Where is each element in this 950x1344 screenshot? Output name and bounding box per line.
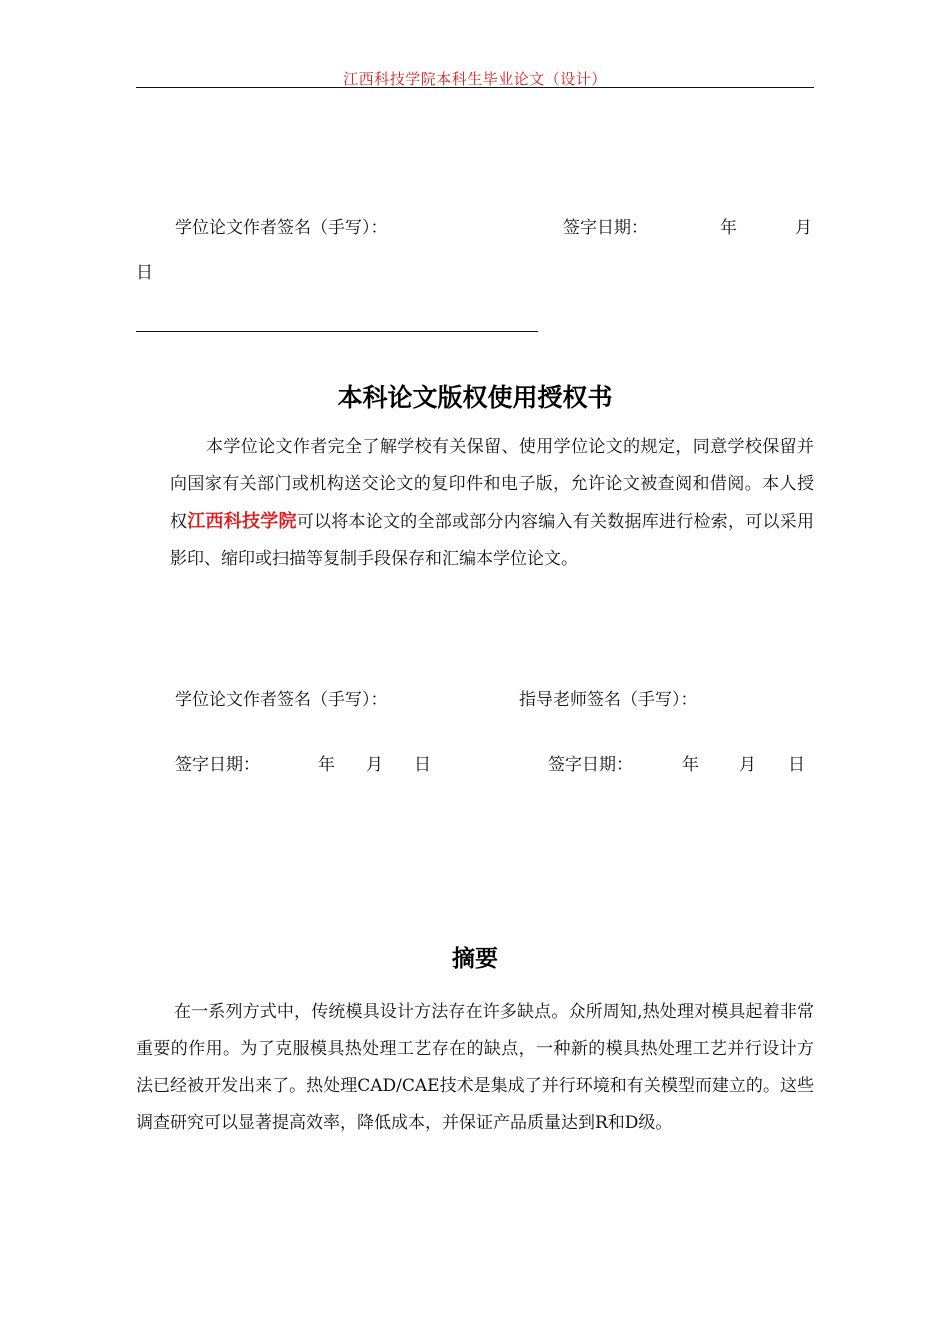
header-rule <box>136 87 814 88</box>
author-date-month: 月 <box>366 755 383 775</box>
authorization-body-part2: 可以将本论文的全部或部分内容编入有关数据库进行检索，可以采用影印、缩印或扫描等复制手段保存和汇编本学位论文。 <box>170 512 814 569</box>
declaration-author-sign-label: 学位论文作者签名（手写）： <box>175 218 388 238</box>
author-date-day: 日 <box>414 755 431 775</box>
author-sign-label: 学位论文作者签名（手写）： <box>175 690 388 710</box>
abstract-title: 摘要 <box>452 946 498 972</box>
authorization-body <box>170 429 814 578</box>
declaration-year-label: 年 <box>720 218 737 238</box>
author-date-year: 年 <box>318 755 335 775</box>
abstract-paragraph: 在一系列方式中，传统模具设计方法存在许多缺点。众所周知,热处理对模具起着非常重要的作用。为了克服模具热处理工艺存在的缺点，一种新的模具热处理工艺并行设计方法已经被开发出来了。热处理CAD/CAE技术是集成了并行环境和有关模型而建立的。这些调查研究可以显著提高效率，降低成本，并保证产品质量达到R和D级。 <box>136 1002 814 1133</box>
authorization-body-part1: 本学位论文作者完全了解学校有关保留、使用学位论文的规定，同意学校保留并向国家有关部门或机构送交论文的复印件和电子版，允许论文被查阅和借阅。本人授权 <box>170 437 814 532</box>
advisor-sign-label: 指导老师签名（手写）： <box>519 690 698 710</box>
institution-name: 江西科技学院 <box>187 511 297 532</box>
page-header-title: 江西科技学院本科生毕业论文（设计） <box>343 70 607 88</box>
declaration-date-label: 签字日期： <box>563 218 648 238</box>
authorization-title: 本科论文版权使用授权书 <box>337 383 613 412</box>
declaration-day-label: 日 <box>136 263 153 283</box>
declaration-month-label: 月 <box>795 218 812 238</box>
advisor-date-year: 年 <box>682 755 699 775</box>
section-divider <box>136 331 538 332</box>
author-date-label: 签字日期： <box>175 755 260 775</box>
advisor-date-label: 签字日期： <box>548 755 633 775</box>
advisor-date-month: 月 <box>739 755 756 775</box>
advisor-date-day: 日 <box>788 755 805 775</box>
abstract-body <box>136 994 814 1142</box>
